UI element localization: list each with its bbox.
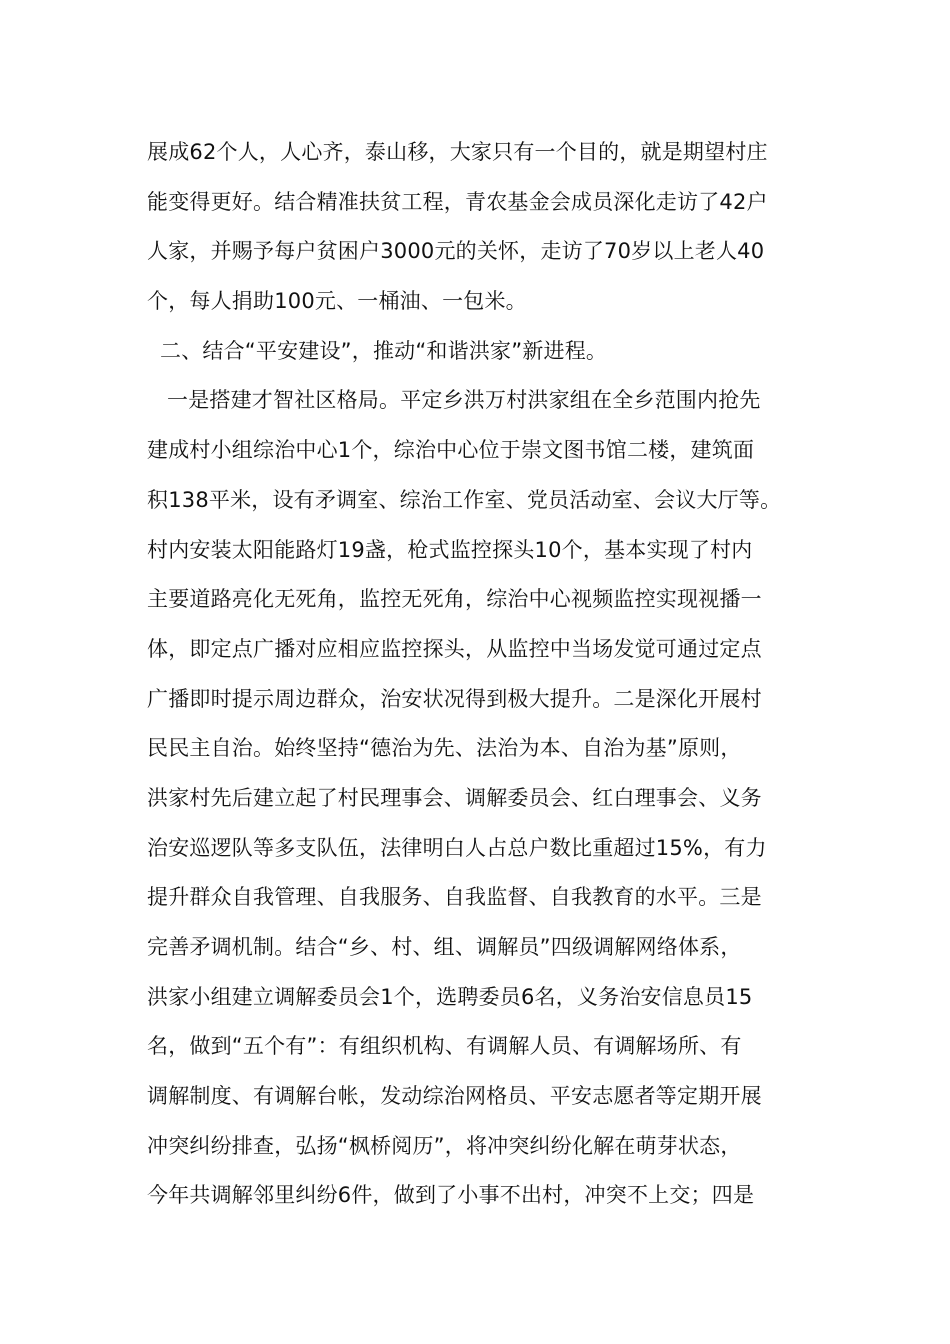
- text-line: 建成村小组综治中心1个，综治中心位于崇文图书馆二楼，建筑面: [147, 438, 755, 463]
- text-line: 冲突纠纷排查，弘扬“枫桥阅历”，将冲突纠纷化解在萌芽状态，: [147, 1133, 742, 1158]
- text-line: 完善矛调机制。结合“乡、村、组、调解员”四级调解网络体系，: [147, 935, 742, 959]
- text-line: 今年共调解邻里纠纷6件，做到了小事不出村，冲突不上交；四是: [147, 1183, 755, 1208]
- text-line: 洪家小组建立调解委员会1个，选聘委员6名，义务治安信息员15: [147, 984, 753, 1009]
- text-line: 广播即时提示周边群众，治安状况得到极大提升。二是深化开展村: [147, 686, 762, 711]
- text-line: 治安巡逻队等多支队伍，法律明白人占总户数比重超过15%，有力: [147, 835, 767, 860]
- text-line: 展成62个人，人心齐，泰山移，大家只有一个目的，就是期望村庄: [147, 140, 768, 164]
- paragraph-start-line: 一是搭建才智社区格局。平定乡洪万村洪家组在全乡范围内抢先: [167, 388, 761, 413]
- text-line: 提升群众自我管理、自我服务、自我监督、自我教育的水平。三是: [147, 885, 762, 910]
- text-line: 积138平米，设有矛调室、综治工作室、党员活动室、会议大厅等。: [147, 487, 782, 512]
- text-line: 调解制度、有调解台帐，发动综治网格员、平安志愿者等定期开展: [147, 1084, 762, 1109]
- text-line: 能变得更好。结合精准扶贫工程，青农基金会成员深化走访了42户: [147, 189, 768, 214]
- text-line: 主要道路亮化无死角，监控无死角，综治中心视频监控实现视播一: [147, 587, 762, 612]
- text-line: 民民主自治。始终坚持“德治为先、法治为本、自治为基”原则，: [147, 736, 742, 761]
- text-line: 个，每人捐助100元、一桶油、一包米。: [147, 289, 527, 314]
- text-line: 名，做到“五个有”：有组织机构、有调解人员、有调解场所、有: [147, 1034, 742, 1059]
- text-line: 人家，并赐予每户贫困户3000元的关怀，走访了70岁以上老人40: [147, 239, 765, 264]
- section-heading: 二、结合“平安建设”，推动“和谐洪家”新进程。: [160, 338, 608, 363]
- text-line: 村内安装太阳能路灯19盏，枪式监控探头10个，基本实现了村内: [147, 537, 753, 562]
- text-line: 洪家村先后建立起了村民理事会、调解委员会、红白理事会、义务: [147, 785, 762, 810]
- body-text: [147, 128, 827, 1221]
- text-line: 体，即定点广播对应相应监控探头，从监控中当场发觉可通过定点: [147, 636, 762, 661]
